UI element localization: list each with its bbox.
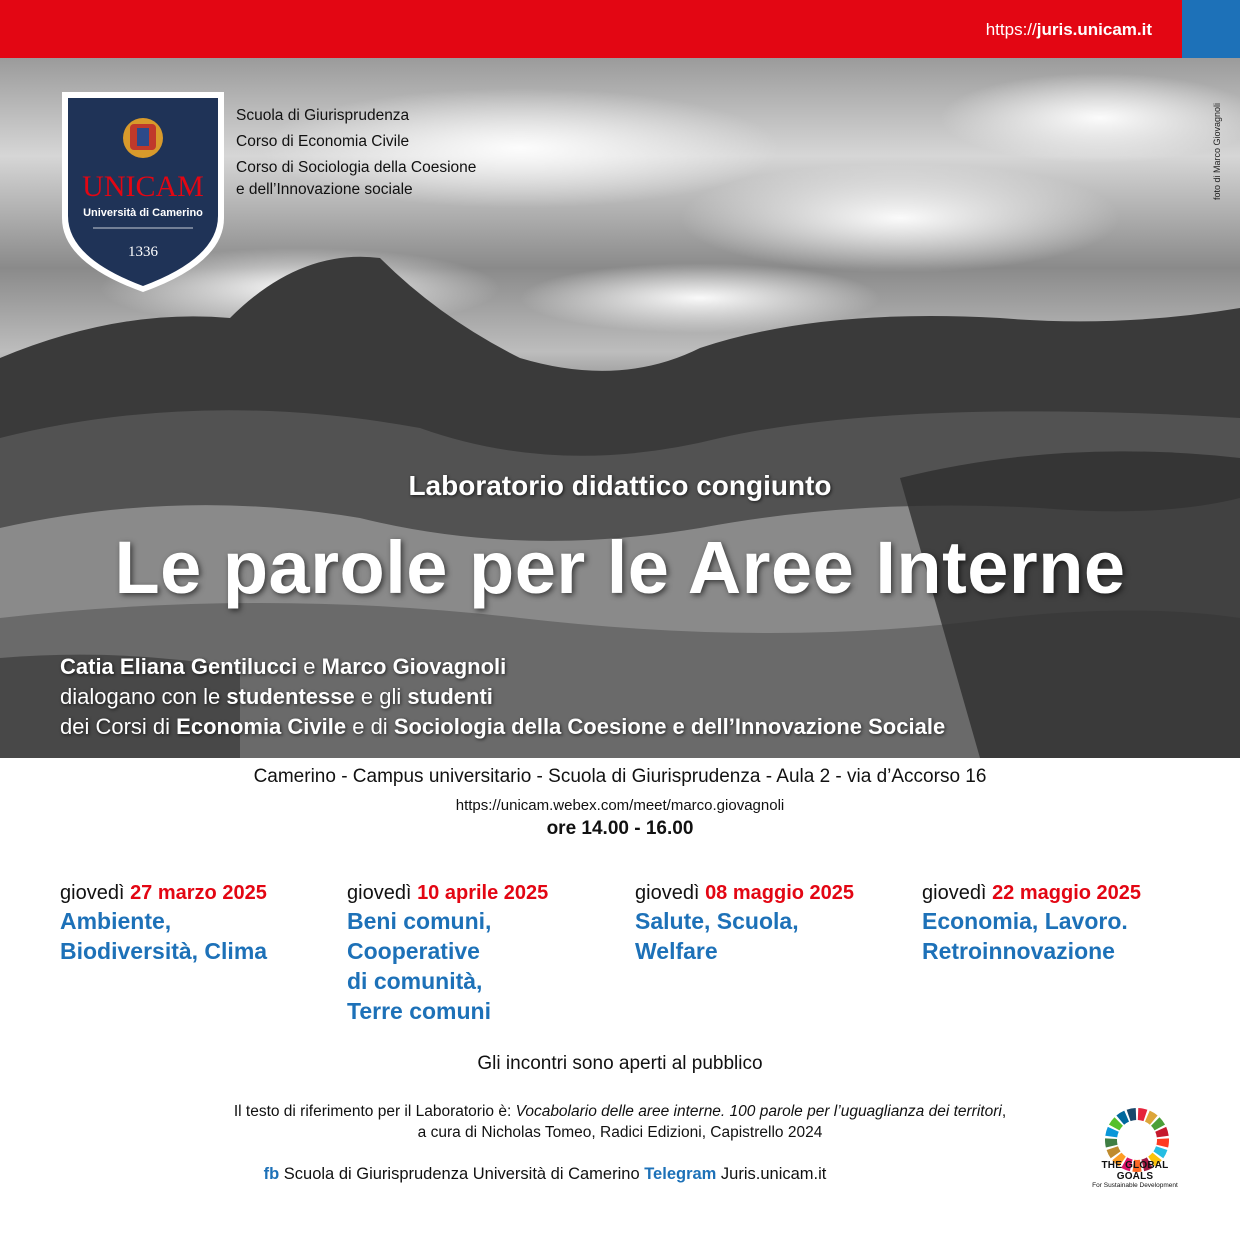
header-url[interactable]: https://juris.unicam.it <box>985 20 1152 39</box>
social-links: fb Scuola di Giurisprudenza Università di Camerino Telegram Juris.unicam.it <box>263 1165 827 1183</box>
svg-text:Università di Camerino: Università di Camerino <box>83 207 203 219</box>
webex-link[interactable]: https://unicam.webex.com/meet/marco.giovagnoli <box>455 797 785 814</box>
goals-wheel-segment <box>1105 1138 1118 1147</box>
session-item: giovedì 10 aprile 2025 Beni comuni, Cooperative di comunità, Terre comuni <box>347 880 617 1026</box>
event-title: Le parole per le Aree Interne <box>114 526 1126 609</box>
session-list <box>60 880 1200 1040</box>
facebook-label[interactable]: fb <box>263 1165 280 1183</box>
session-item: giovedì 08 maggio 2025 Salute, Scuola, Welfare <box>635 880 905 966</box>
session-topic: Beni comuni, Cooperative di comunità, Terre comuni <box>347 908 492 1024</box>
global-goals-label: THE GLOBAL GOALS For Sustainable Development <box>1092 1160 1178 1189</box>
speakers-line-3: dei Corsi di Economia Civile e di Sociologia della Coesione e dell’Innovazione Sociale <box>60 714 946 739</box>
school-line: Corso di Economia Civile <box>236 133 410 150</box>
event-time: ore 14.00 - 16.00 <box>546 818 694 839</box>
speakers-line-1: Catia Eliana Gentilucci e Marco Giovagnoli <box>60 654 507 679</box>
svg-text:1336: 1336 <box>128 244 158 260</box>
svg-text:UNICAM: UNICAM <box>82 170 204 203</box>
speakers-block <box>60 652 945 742</box>
photo-credit: foto di Marco Giovagnoli <box>1212 102 1222 200</box>
school-line: e dell’Innovazione sociale <box>236 181 413 198</box>
unicam-logo <box>58 88 228 296</box>
telegram-label[interactable]: Telegram <box>644 1165 717 1183</box>
school-list <box>236 103 476 199</box>
event-kicker: Laboratorio didattico congiunto <box>408 470 832 501</box>
goals-wheel-segment <box>1138 1108 1148 1121</box>
session-topic: Economia, Lavoro. Retroinnovazione <box>922 908 1128 964</box>
session-item: giovedì 27 marzo 2025 Ambiente, Biodiversità, Clima <box>60 880 330 966</box>
event-location: Camerino - Campus universitario - Scuola di Giurisprudenza - Aula 2 - via d’Accorso 16 <box>253 766 987 787</box>
school-line: Corso di Sociologia della Coesione <box>236 159 477 176</box>
reference-text: Il testo di riferimento per il Laboratorio è: Vocabolario delle aree interne. 100 parole per l’uguaglianza dei territori, a cura di Nicholas Tomeo, Radici Edizioni, Capistrello 2024 <box>233 1103 1007 1141</box>
school-line: Scuola di Giurisprudenza <box>236 107 410 124</box>
speakers-line-2: dialogano con le studentesse e gli studenti <box>60 684 493 709</box>
goals-wheel-segment <box>1156 1138 1169 1147</box>
top-bar <box>0 0 1240 58</box>
session-item: giovedì 22 maggio 2025 Economia, Lavoro. Retroinnovazione <box>922 880 1192 966</box>
session-topic: Ambiente, Biodiversità, Clima <box>60 908 268 964</box>
session-topic: Salute, Scuola, Welfare <box>635 908 799 964</box>
public-note: Gli incontri sono aperti al pubblico <box>477 1053 763 1074</box>
goals-wheel-segment <box>1127 1108 1137 1121</box>
blue-corner-block <box>1182 0 1240 58</box>
